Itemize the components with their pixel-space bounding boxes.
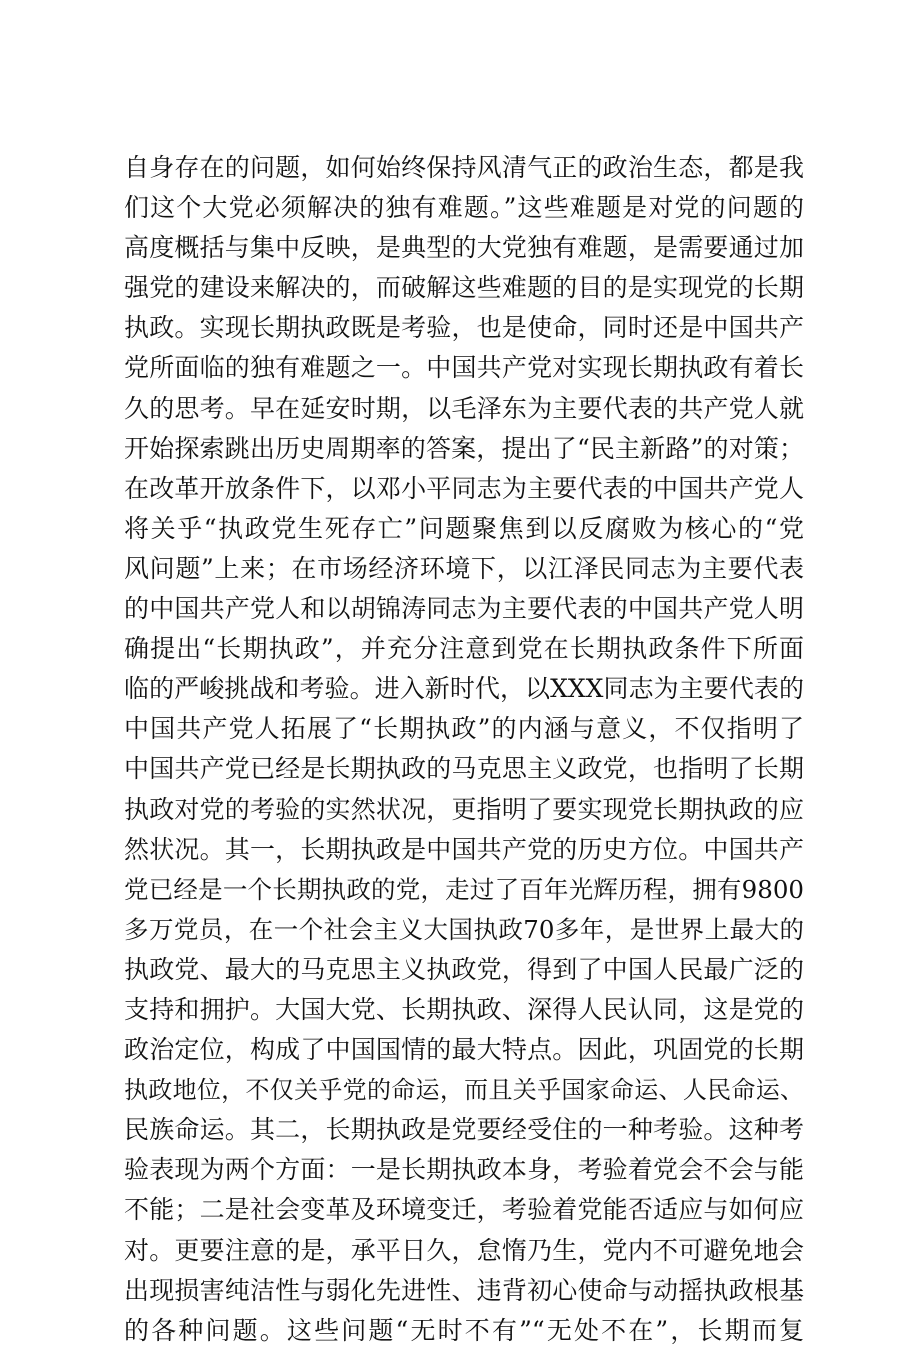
text-line-5: 执政。实现长期执政既是考验，也是使命，同时还是中国共产 [124, 313, 804, 343]
text-line-28: 对。更要注意的是，承平日久，怠惰乃生，党内不可避免地会 [124, 1235, 804, 1265]
text-line-25: 民族命运。其二，长期执政是党要经受住的一种考验。这种考 [124, 1115, 804, 1145]
text-line-29: 出现损害纯洁性与弱化先进性、违背初心使命与动摇执政根基 [124, 1275, 804, 1305]
text-line-6: 党所面临的独有难题之一。中国共产党对实现长期执政有着长 [124, 353, 804, 383]
text-line-10: 将关乎“执政党生死存亡”问题聚焦到以反腐败为核心的“党 [124, 513, 804, 543]
text-line-27: 不能；二是社会变革及环境变迁，考验着党能否适应与如何应 [124, 1195, 804, 1225]
text-line-13: 确提出“长期执政”，并充分注意到党在长期执政条件下所面 [124, 634, 804, 664]
text-line-3: 高度概括与集中反映，是典型的大党独有难题，是需要通过加 [124, 233, 804, 263]
text-line-11: 风问题”上来；在市场经济环境下，以江泽民同志为主要代表 [124, 553, 804, 583]
text-line-14: 临的严峻挑战和考验。进入新时代，以XXX同志为主要代表的 [124, 674, 804, 704]
text-line-22: 支持和拥护。大国大党、长期执政、深得人民认同，这是党的 [124, 994, 804, 1024]
text-line-16: 中国共产党已经是长期执政的马克思主义政党，也指明了长期 [124, 754, 804, 784]
text-line-2: 们这个大党必须解决的独有难题。”这些难题是对党的问题的 [124, 193, 804, 223]
text-line-9: 在改革开放条件下，以邓小平同志为主要代表的中国共产党人 [124, 473, 804, 503]
text-line-17: 执政对党的考验的实然状况，更指明了要实现党长期执政的应 [124, 794, 804, 824]
text-line-15: 中国共产党人拓展了“长期执政”的内涵与意义，不仅指明了 [124, 714, 804, 744]
text-line-30: 的各种问题。这些问题“无时不有”“无处不在”，长期而复 [124, 1315, 804, 1345]
text-line-4: 强党的建设来解决的，而破解这些难题的目的是实现党的长期 [124, 273, 804, 303]
text-line-1: 自身存在的问题，如何始终保持风清气正的政治生态，都是我 [124, 153, 804, 182]
text-line-8: 开始探索跳出历史周期率的答案，提出了“民主新路”的对策； [124, 433, 804, 463]
body-text [124, 148, 804, 1351]
text-line-21: 执政党、最大的马克思主义执政党，得到了中国人民最广泛的 [124, 954, 804, 984]
text-line-26: 验表现为两个方面：一是长期执政本身，考验着党会不会与能 [124, 1155, 804, 1185]
text-line-23: 政治定位，构成了中国国情的最大特点。因此，巩固党的长期 [124, 1035, 804, 1065]
text-line-24: 执政地位，不仅关乎党的命运，而且关乎国家命运、人民命运、 [124, 1076, 804, 1105]
text-line-19: 党已经是一个长期执政的党，走过了百年光辉历程，拥有9800 [124, 874, 804, 904]
text-line-7: 久的思考。早在延安时期，以毛泽东为主要代表的共产党人就 [124, 393, 804, 423]
text-line-12: 的中国共产党人和以胡锦涛同志为主要代表的中国共产党人明 [124, 594, 804, 624]
text-line-18: 然状况。其一，长期执政是中国共产党的历史方位。中国共产 [124, 834, 804, 864]
text-line-20: 多万党员，在一个社会主义大国执政70多年，是世界上最大的 [124, 914, 804, 944]
